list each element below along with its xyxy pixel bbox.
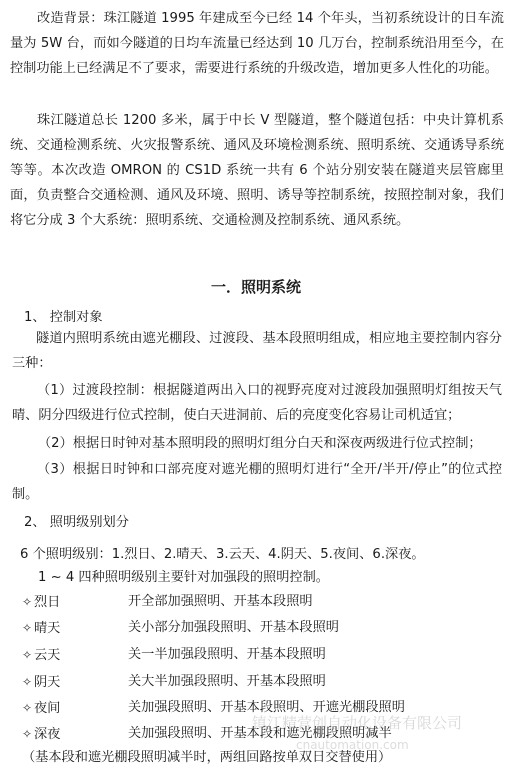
intro-background-paragraph: 改造背景：珠江隧道 1995 年建成至今已经 14 个年头，当初系统设计的日车流量为 5W 台，而如今隧道的日均车流量已经达到 10 几万台，控制系统沿用至今，在控制功能上已经满足不了要求，需要进行系统的升级改造，增加更多人性化的功能。 xyxy=(10,11,504,76)
footnote: （基本段和遮光棚段照明减半时，两组回路按单双日交替使用） xyxy=(22,750,392,765)
section-title: 一．照明系统 xyxy=(210,278,301,296)
list-item: ✧ 深夜 关加强段照明、开基本段和遮光棚段照明减半 xyxy=(22,726,392,742)
diamond-sparkle-icon: ✧ xyxy=(22,595,33,609)
control-item-2: （2）根据日时钟对基本照明段的照明灯组分白天和深夜两级进行位式控制； xyxy=(38,436,482,451)
watermark-url: cnautomation.com xyxy=(296,738,409,752)
list-item: ✧ 晴天 关小部分加强段照明、开基本段照明 xyxy=(22,620,339,636)
list-item: ✧ 烈日 开全部加强照明、开基本段照明 xyxy=(22,594,313,610)
list-item: ✧ 阴天 关大半加强段照明、开基本段照明 xyxy=(22,674,326,690)
levels-note: 1 ~ 4 四种照明级别主要针对加强段的照明控制。 xyxy=(38,570,329,585)
sub1-heading: 1、 控制对象 xyxy=(24,310,103,325)
intro-overview-paragraph: 珠江隧道总长 1200 多米，属于中长 V 型隧道，整个隧道包括：中央计算机系统、交通检测系统、火灾报警系统、通风及环境检测系统、照明系统、交通诱导系统等等。本次改造 OMRON 的 CS1D 系统一共有 6 个站分别安装在隧道夹层管廊里面，负责整合交通检测、通风及环境、照明、诱导等控制系统，按照控制对象，我们将它分成 3 个大系统：照明系统、交通检测及控制系统、通风系统。 xyxy=(10,113,504,228)
sub2-heading: 2、 照明级别划分 xyxy=(24,515,129,530)
list-item: ✧ 夜间 关加强段照明、开基本段照明、开遮光棚段照明 xyxy=(22,700,405,716)
control-item-3: （3）根据日时钟和口部亮度对遮光棚的照明灯进行“全开/半开/停止”的位式控制。 xyxy=(12,462,502,502)
watermark-text: 镇江精营创自动化设备有限公司 xyxy=(252,714,463,732)
levels-line: 6 个照明级别：1.烈日、2.晴天、3.云天、4.阴天、5.夜间、6.深夜。 xyxy=(20,547,425,562)
diamond-sparkle-icon: ✧ xyxy=(22,648,33,662)
control-item-1: （1）过渡段控制：根据隧道两出入口的视野亮度对过渡段加强照明灯组按天气晴、阴分四级进行位式控制，使白天进洞前、后的亮度变化容易让司机适宜； xyxy=(12,383,502,423)
diamond-sparkle-icon: ✧ xyxy=(22,701,33,715)
diamond-sparkle-icon: ✧ xyxy=(22,621,33,635)
sub1-text: 隧道内照明系统由遮光棚段、过渡段、基本段照明组成，相应地主要控制内容分三种： xyxy=(12,331,502,371)
list-item: ✧ 云天 关一半加强段照明、开基本段照明 xyxy=(22,647,326,663)
diamond-sparkle-icon: ✧ xyxy=(22,727,33,741)
diamond-sparkle-icon: ✧ xyxy=(22,675,33,689)
